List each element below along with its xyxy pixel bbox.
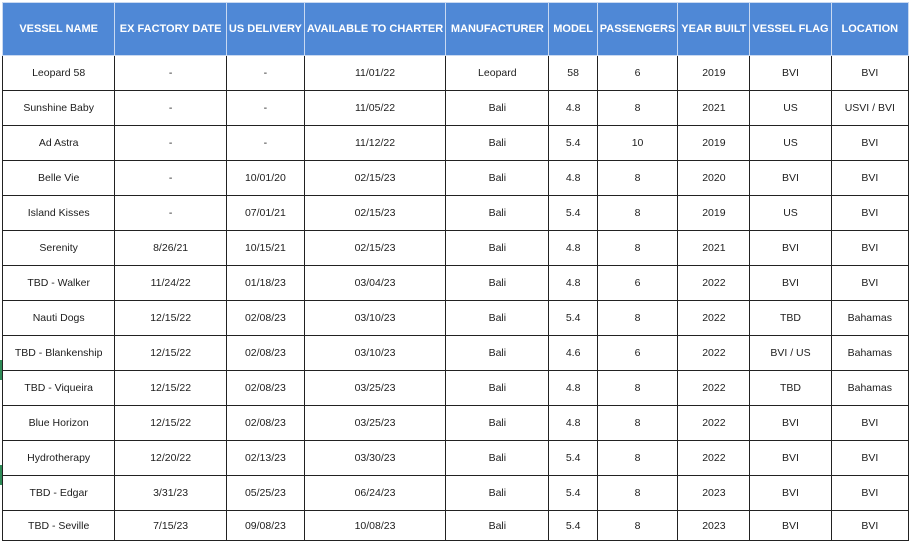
table-row (3, 371, 909, 406)
cell-model[interactable]: 5.4 (549, 301, 597, 336)
cell-ex-factory-date[interactable]: - (115, 56, 227, 91)
cell-vessel-name[interactable]: TBD - Walker (3, 266, 115, 301)
header-vessel-name[interactable]: VESSEL NAME (3, 3, 115, 56)
cell-passengers[interactable]: 8 (597, 371, 678, 406)
cell-vessel-name[interactable]: TBD - Viqueira (3, 371, 115, 406)
cell-passengers[interactable]: 8 (597, 91, 678, 126)
cell-us-delivery[interactable]: 02/08/23 (226, 336, 304, 371)
cell-location[interactable]: BVI (831, 161, 908, 196)
cell-available-to-charter[interactable]: 02/15/23 (304, 196, 445, 231)
cell-available-to-charter[interactable]: 11/01/22 (304, 56, 445, 91)
table-row (3, 231, 909, 266)
cell-vessel-flag[interactable]: BVI / US (750, 336, 831, 371)
cell-passengers[interactable]: 6 (597, 336, 678, 371)
cell-us-delivery[interactable]: 10/15/21 (226, 231, 304, 266)
cell-manufacturer[interactable]: Bali (446, 301, 549, 336)
cell-manufacturer[interactable]: Bali (446, 231, 549, 266)
cell-manufacturer[interactable]: Bali (446, 196, 549, 231)
vessel-schedule-sheet (2, 2, 909, 541)
table-row (3, 126, 909, 161)
cell-model[interactable]: 5.4 (549, 476, 597, 511)
cell-available-to-charter[interactable]: 03/10/23 (304, 301, 445, 336)
table-row (3, 161, 909, 196)
cell-vessel-name[interactable]: Sunshine Baby (3, 91, 115, 126)
table-row (3, 266, 909, 301)
cell-model[interactable]: 5.4 (549, 441, 597, 476)
table-row (3, 56, 909, 91)
cell-manufacturer[interactable]: Bali (446, 371, 549, 406)
vessel-schedule-table (2, 2, 909, 541)
cell-ex-factory-date[interactable]: 12/20/22 (115, 441, 227, 476)
cell-ex-factory-date[interactable]: 12/15/22 (115, 301, 227, 336)
cell-vessel-flag[interactable]: US (750, 196, 831, 231)
cell-ex-factory-date[interactable]: 12/15/22 (115, 406, 227, 441)
cell-vessel-flag[interactable]: BVI (750, 231, 831, 266)
cell-available-to-charter[interactable]: 02/15/23 (304, 161, 445, 196)
cell-ex-factory-date[interactable]: - (115, 91, 227, 126)
cell-year-built[interactable]: 2023 (678, 476, 750, 511)
cell-location[interactable]: BVI (831, 126, 908, 161)
cell-location[interactable]: USVI / BVI (831, 91, 908, 126)
cell-available-to-charter[interactable]: 03/25/23 (304, 406, 445, 441)
cell-manufacturer[interactable]: Bali (446, 336, 549, 371)
cell-manufacturer[interactable]: Bali (446, 406, 549, 441)
cell-model[interactable]: 4.8 (549, 231, 597, 266)
cell-vessel-name[interactable]: TBD - Seville (3, 511, 115, 541)
header-vessel-flag[interactable]: VESSEL FLAG (750, 3, 831, 56)
header-us-delivery[interactable]: US DELIVERY (226, 3, 304, 56)
cell-manufacturer[interactable]: Bali (446, 441, 549, 476)
cell-location[interactable]: BVI (831, 406, 908, 441)
cell-year-built[interactable]: 2022 (678, 266, 750, 301)
cell-model[interactable]: 4.6 (549, 336, 597, 371)
table-row (3, 91, 909, 126)
cell-us-delivery[interactable]: 02/08/23 (226, 371, 304, 406)
cell-passengers[interactable]: 8 (597, 301, 678, 336)
cell-manufacturer[interactable]: Bali (446, 476, 549, 511)
cell-location[interactable]: Bahamas (831, 301, 908, 336)
cell-model[interactable]: 4.8 (549, 91, 597, 126)
header-passengers[interactable]: PASSENGERS (597, 3, 678, 56)
cell-vessel-name[interactable]: TBD - Edgar (3, 476, 115, 511)
cell-vessel-name[interactable]: Ad Astra (3, 126, 115, 161)
cell-us-delivery[interactable]: 01/18/23 (226, 266, 304, 301)
cell-ex-factory-date[interactable]: - (115, 126, 227, 161)
cell-location[interactable]: BVI (831, 266, 908, 301)
cell-vessel-flag[interactable]: BVI (750, 161, 831, 196)
table-row (3, 406, 909, 441)
cell-available-to-charter[interactable]: 03/25/23 (304, 371, 445, 406)
cell-vessel-name[interactable]: Nauti Dogs (3, 301, 115, 336)
cell-us-delivery[interactable]: 10/01/20 (226, 161, 304, 196)
cell-manufacturer[interactable]: Bali (446, 511, 549, 541)
cell-passengers[interactable]: 6 (597, 56, 678, 91)
cell-year-built[interactable]: 2022 (678, 336, 750, 371)
cell-year-built[interactable]: 2020 (678, 161, 750, 196)
cell-year-built[interactable]: 2022 (678, 301, 750, 336)
cell-year-built[interactable]: 2019 (678, 196, 750, 231)
cell-vessel-flag[interactable]: BVI (750, 441, 831, 476)
cell-vessel-flag[interactable]: BVI (750, 406, 831, 441)
cell-passengers[interactable]: 6 (597, 266, 678, 301)
cell-passengers[interactable]: 8 (597, 511, 678, 541)
cell-location[interactable]: BVI (831, 441, 908, 476)
cell-vessel-flag[interactable]: BVI (750, 511, 831, 541)
cell-model[interactable]: 58 (549, 56, 597, 91)
cell-available-to-charter[interactable]: 03/04/23 (304, 266, 445, 301)
cell-location[interactable]: BVI (831, 196, 908, 231)
cell-us-delivery[interactable]: - (226, 91, 304, 126)
cell-ex-factory-date[interactable]: 12/15/22 (115, 371, 227, 406)
cell-us-delivery[interactable]: 05/25/23 (226, 476, 304, 511)
cell-vessel-flag[interactable]: TBD (750, 371, 831, 406)
cell-us-delivery[interactable]: 02/13/23 (226, 441, 304, 476)
cell-us-delivery[interactable]: - (226, 126, 304, 161)
header-available-to-charter[interactable]: AVAILABLE TO CHARTER (304, 3, 445, 56)
cell-vessel-flag[interactable]: BVI (750, 56, 831, 91)
cell-year-built[interactable]: 2021 (678, 231, 750, 266)
cell-vessel-flag[interactable]: BVI (750, 266, 831, 301)
cell-year-built[interactable]: 2019 (678, 126, 750, 161)
cell-us-delivery[interactable]: - (226, 56, 304, 91)
cell-model[interactable]: 5.4 (549, 126, 597, 161)
cell-location[interactable]: BVI (831, 476, 908, 511)
cell-passengers[interactable]: 10 (597, 126, 678, 161)
cell-model[interactable]: 4.8 (549, 266, 597, 301)
cell-us-delivery[interactable]: 09/08/23 (226, 511, 304, 541)
cell-location[interactable]: BVI (831, 56, 908, 91)
cell-passengers[interactable]: 8 (597, 196, 678, 231)
cell-us-delivery[interactable]: 02/08/23 (226, 301, 304, 336)
cell-manufacturer[interactable]: Bali (446, 266, 549, 301)
cell-manufacturer[interactable]: Bali (446, 91, 549, 126)
table-row (3, 511, 909, 541)
header-row (3, 3, 909, 56)
cell-ex-factory-date[interactable]: 12/15/22 (115, 336, 227, 371)
header-manufacturer[interactable]: MANUFACTURER (446, 3, 549, 56)
cell-available-to-charter[interactable]: 06/24/23 (304, 476, 445, 511)
cell-vessel-name[interactable]: TBD - Blankenship (3, 336, 115, 371)
cell-model[interactable]: 4.8 (549, 406, 597, 441)
cell-vessel-flag[interactable]: US (750, 91, 831, 126)
cell-vessel-flag[interactable]: BVI (750, 476, 831, 511)
cell-passengers[interactable]: 8 (597, 406, 678, 441)
cell-location[interactable]: BVI (831, 231, 908, 266)
cell-available-to-charter[interactable]: 10/08/23 (304, 511, 445, 541)
cell-available-to-charter[interactable]: 03/10/23 (304, 336, 445, 371)
header-year-built[interactable]: YEAR BUILT (678, 3, 750, 56)
cell-vessel-name[interactable]: Serenity (3, 231, 115, 266)
cell-model[interactable]: 4.8 (549, 371, 597, 406)
cell-ex-factory-date[interactable]: - (115, 196, 227, 231)
cell-vessel-name[interactable]: Leopard 58 (3, 56, 115, 91)
cell-model[interactable]: 5.4 (549, 511, 597, 541)
table-row (3, 336, 909, 371)
cell-us-delivery[interactable]: 02/08/23 (226, 406, 304, 441)
cell-year-built[interactable]: 2022 (678, 441, 750, 476)
cell-passengers[interactable]: 8 (597, 231, 678, 266)
cell-vessel-name[interactable]: Island Kisses (3, 196, 115, 231)
cell-available-to-charter[interactable]: 03/30/23 (304, 441, 445, 476)
header-model[interactable]: MODEL (549, 3, 597, 56)
cell-year-built[interactable]: 2019 (678, 56, 750, 91)
cell-passengers[interactable]: 8 (597, 441, 678, 476)
table-row (3, 301, 909, 336)
cell-passengers[interactable]: 8 (597, 161, 678, 196)
cell-year-built[interactable]: 2021 (678, 91, 750, 126)
cell-model[interactable]: 5.4 (549, 196, 597, 231)
table-row (3, 196, 909, 231)
cell-year-built[interactable]: 2022 (678, 406, 750, 441)
cell-vessel-name[interactable]: Belle Vie (3, 161, 115, 196)
cell-available-to-charter[interactable]: 02/15/23 (304, 231, 445, 266)
cell-year-built[interactable]: 2022 (678, 371, 750, 406)
cell-ex-factory-date[interactable]: 7/15/23 (115, 511, 227, 541)
cell-location[interactable]: Bahamas (831, 336, 908, 371)
cell-ex-factory-date[interactable]: - (115, 161, 227, 196)
cell-us-delivery[interactable]: 07/01/21 (226, 196, 304, 231)
cell-vessel-flag[interactable]: US (750, 126, 831, 161)
table-row (3, 476, 909, 511)
cell-available-to-charter[interactable]: 11/05/22 (304, 91, 445, 126)
cell-vessel-name[interactable]: Blue Horizon (3, 406, 115, 441)
cell-manufacturer[interactable]: Leopard (446, 56, 549, 91)
table-row (3, 441, 909, 476)
cell-vessel-name[interactable]: Hydrotherapy (3, 441, 115, 476)
cell-manufacturer[interactable]: Bali (446, 161, 549, 196)
header-ex-factory-date[interactable]: EX FACTORY DATE (115, 3, 227, 56)
table-body (3, 56, 909, 541)
cell-vessel-flag[interactable]: TBD (750, 301, 831, 336)
header-location[interactable]: LOCATION (831, 3, 908, 56)
cell-ex-factory-date[interactable]: 11/24/22 (115, 266, 227, 301)
cell-passengers[interactable]: 8 (597, 476, 678, 511)
cell-ex-factory-date[interactable]: 8/26/21 (115, 231, 227, 266)
cell-ex-factory-date[interactable]: 3/31/23 (115, 476, 227, 511)
cell-location[interactable]: Bahamas (831, 371, 908, 406)
cell-manufacturer[interactable]: Bali (446, 126, 549, 161)
cell-model[interactable]: 4.8 (549, 161, 597, 196)
cell-available-to-charter[interactable]: 11/12/22 (304, 126, 445, 161)
cell-location[interactable]: BVI (831, 511, 908, 541)
cell-year-built[interactable]: 2023 (678, 511, 750, 541)
